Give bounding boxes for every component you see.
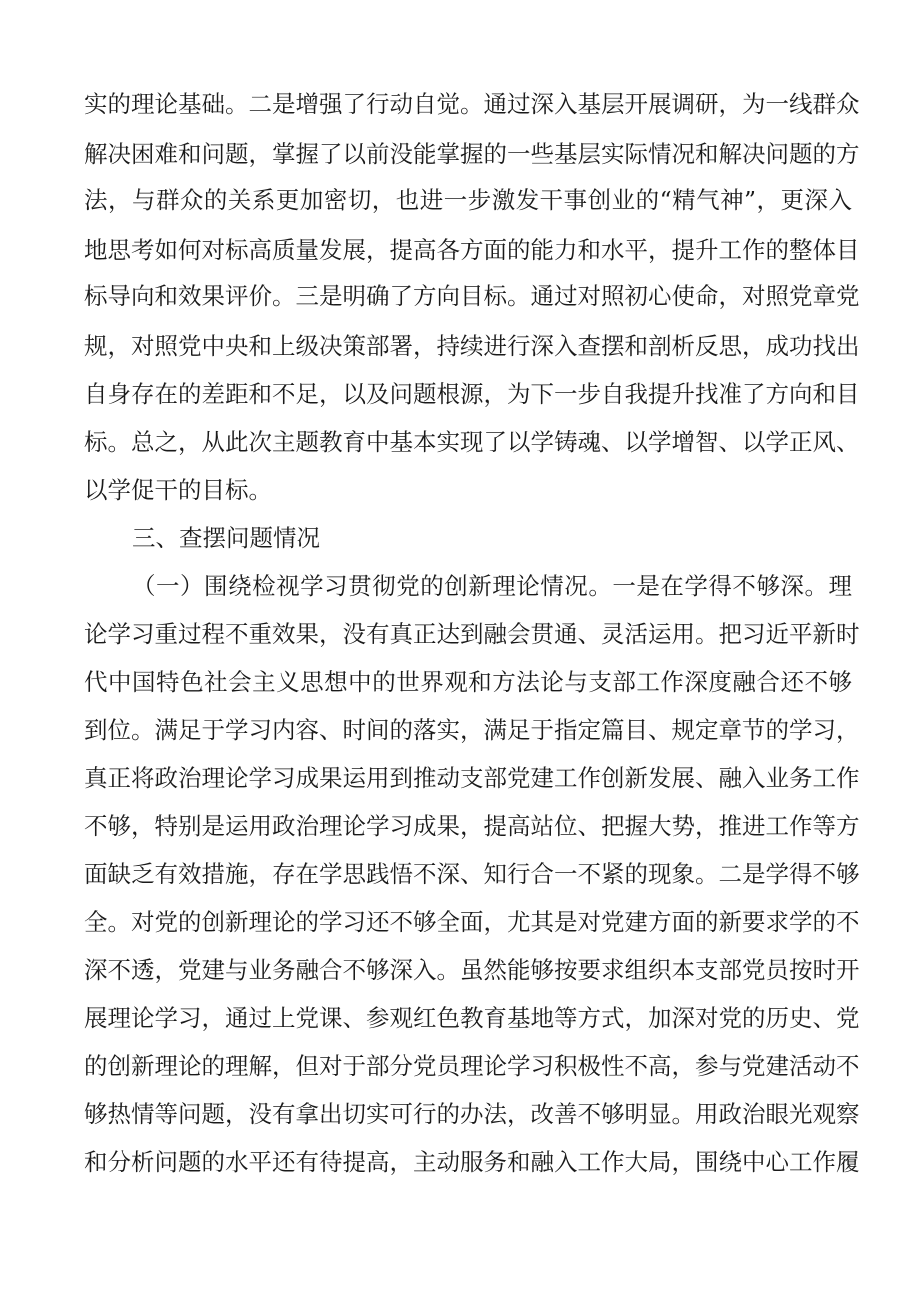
text-line-7: 自身存在的差距和不足，以及问题根源，为下一步自我提升找准了方向和目 (84, 380, 860, 408)
text-line-18: 全。对党的创新理论的学习还不够全面，尤其是对党建方面的新要求学的不 (84, 908, 860, 936)
text-line-17: 面缺乏有效措施，存在学思践悟不深、知行合一不紧的现象。二是学得不够 (84, 860, 860, 888)
text-line-14: 到位。满足于学习内容、时间的落实，满足于指定篇目、规定章节的学习， (84, 716, 860, 744)
text-line-16: 不够，特别是运用政治理论学习成果，提高站位、把握大势，推进工作等方 (84, 812, 860, 840)
text-line-5: 标导向和效果评价。三是明确了方向目标。通过对照初心使命，对照党章党 (84, 282, 860, 310)
text-line-20: 展理论学习，通过上党课、参观红色教育基地等方式，加深对党的历史、党 (84, 1004, 860, 1032)
text-line-22: 够热情等问题，没有拿出切实可行的办法，改善不够明显。用政治眼光观察 (84, 1100, 860, 1128)
text-line-21: 的创新理论的理解，但对于部分党员理论学习积极性不高，参与党建活动不 (84, 1052, 860, 1080)
text-line-3: 法，与群众的关系更加密切，也进一步激发干事创业的“精气神”，更深入 (84, 186, 852, 214)
text-line-13: 代中国特色社会主义思想中的世界观和方法论与支部工作深度融合还不够 (84, 668, 852, 696)
text-line-2: 解决困难和问题，掌握了以前没能掌握的一些基层实际情况和解决问题的方 (84, 140, 860, 168)
subsection-first-line: （一）围绕检视学习贯彻党的创新理论情况。一是在学得不够深。理 (132, 572, 852, 600)
text-line-19: 深不透，党建与业务融合不够深入。虽然能够按要求组织本支部党员按时开 (84, 956, 860, 984)
section-heading: 三、查摆问题情况 (132, 524, 320, 552)
text-line-8: 标。总之，从此次主题教育中基本实现了以学铸魂、以学增智、以学正风、 (84, 428, 860, 456)
text-line-4: 地思考如何对标高质量发展，提高各方面的能力和水平，提升工作的整体目 (84, 236, 860, 264)
text-line-1: 实的理论基础。二是增强了行动自觉。通过深入基层开展调研，为一线群众 (84, 90, 860, 118)
text-line-6: 规，对照党中央和上级决策部署，持续进行深入查摆和剖析反思，成功找出 (84, 332, 860, 360)
text-line-12: 论学习重过程不重效果，没有真正达到融会贯通、灵活运用。把习近平新时 (84, 620, 860, 648)
paragraph-end-line: 以学促干的目标。 (84, 476, 272, 504)
text-line-15: 真正将政治理论学习成果运用到推动支部党建工作创新发展、融入业务工作 (84, 764, 860, 792)
text-line-23: 和分析问题的水平还有待提高，主动服务和融入工作大局，围绕中心工作履 (84, 1148, 860, 1176)
